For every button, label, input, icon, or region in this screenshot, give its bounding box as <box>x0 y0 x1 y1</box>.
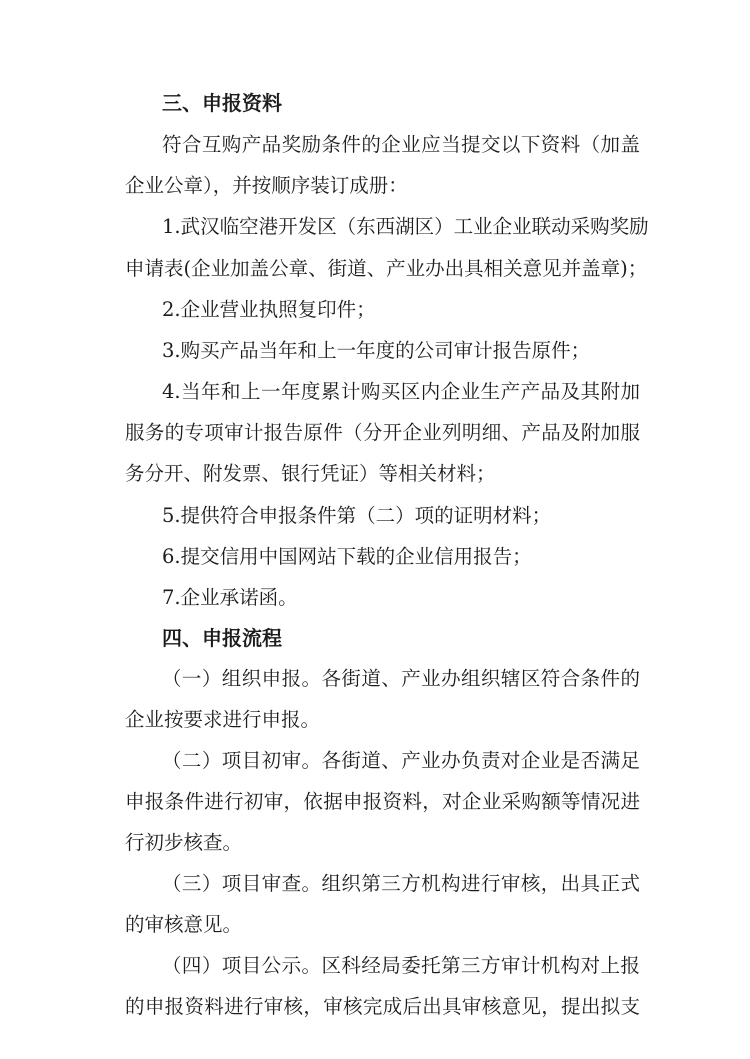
paragraph-line: 符合互购产品奖励条件的企业应当提交以下资料（加盖 <box>162 133 640 156</box>
process-step-2-continued: 申报条件进行初审，依据申报资料，对企业采购额等情况进 <box>125 790 640 813</box>
process-step-1-continued: 企业按要求进行申报。 <box>125 708 321 731</box>
list-item-4-continued: 服务的专项审计报告原件（分开企业列明细、产品及附加服 <box>125 421 640 444</box>
list-item-5: 5.提供符合申报条件第（二）项的证明材料； <box>162 504 552 527</box>
list-item-2: 2.企业营业执照复印件； <box>162 298 376 321</box>
list-item-6: 6.提交信用中国网站下载的企业信用报告； <box>162 545 532 568</box>
list-item-4-continued: 务分开、附发票、银行凭证）等相关材料； <box>125 462 496 485</box>
process-step-3-continued: 的审核意见。 <box>125 913 243 936</box>
process-step-4: （四）项目公示。区科经局委托第三方审计机构对上报 <box>162 954 640 977</box>
paragraph-line: 企业公章），并按顺序装订成册： <box>125 174 408 197</box>
section-heading-materials: 三、申报资料 <box>162 91 282 115</box>
process-step-2: （二）项目初审。各街道、产业办负责对企业是否满足 <box>162 749 640 772</box>
list-item-3: 3.购买产品当年和上一年度的公司审计报告原件； <box>162 339 591 362</box>
process-step-3: （三）项目审查。组织第三方机构进行审核，出具正式 <box>162 872 640 895</box>
section-heading-process: 四、申报流程 <box>162 626 282 650</box>
list-item-4: 4.当年和上一年度累计购买区内企业生产产品及其附加 <box>162 380 640 403</box>
list-item-1: 1.武汉临空港开发区（东西湖区）工业企业联动采购奖励 <box>162 215 649 238</box>
list-item-1-continued: 申请表(企业加盖公章、街道、产业办出具相关意见并盖章)； <box>125 257 648 280</box>
process-step-4-continued: 的申报资料进行审核，审核完成后出具审核意见，提出拟支 <box>125 995 640 1018</box>
list-item-7: 7.企业承诺函。 <box>162 586 298 609</box>
process-step-2-continued: 行初步核查。 <box>125 831 243 854</box>
process-step-1: （一）组织申报。各街道、产业办组织辖区符合条件的 <box>162 667 640 690</box>
